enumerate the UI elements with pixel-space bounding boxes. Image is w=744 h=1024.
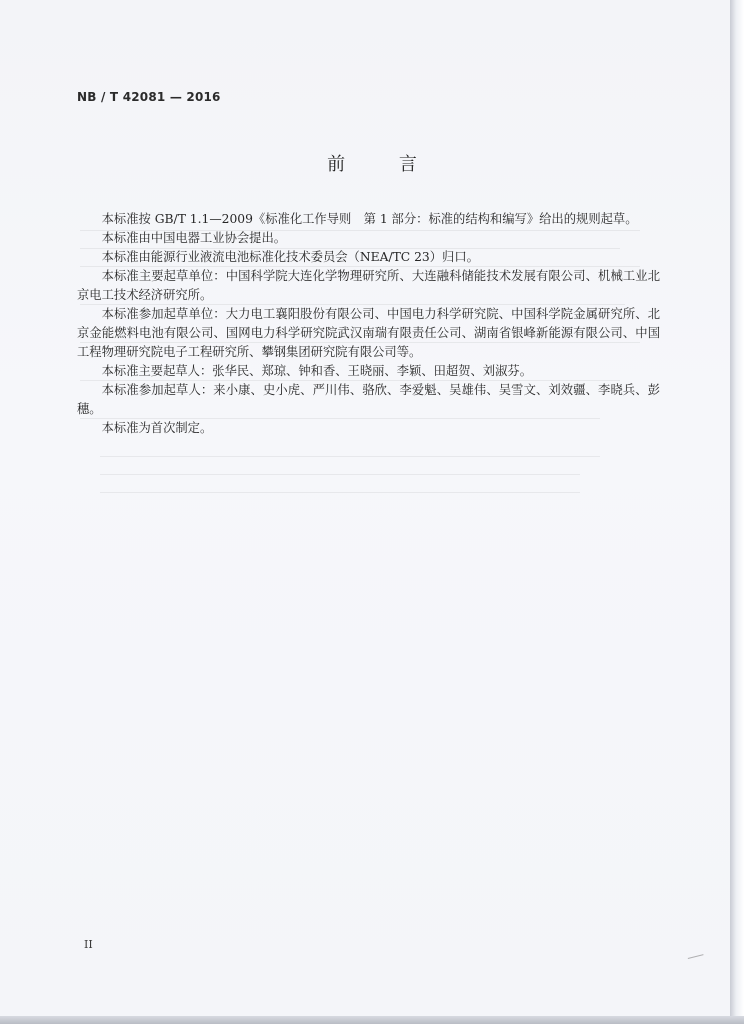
page-bottom-edge	[0, 1016, 744, 1024]
paragraph-drafting-rules: 本标准按 GB/T 1.1—2009《标准化工作导则 第 1 部分：标准的结构和编写》给出的规则起草。	[101, 212, 638, 226]
paragraph-first-edition: 本标准为首次制定。	[101, 421, 213, 435]
paragraph-proposed-by: 本标准由中国电器工业协会提出。	[101, 231, 287, 245]
paragraph-participating-units: 本标准参加起草单位：大力电工襄阳股份有限公司、中国电力科学研究院、中国科学院金属研究所、北京金能燃料电池有限公司、国网电力科学研究院武汉南瑞有限责任公司、湖南省银峰新能源有限公司、中国工程物理研究院电子工程研究所、攀钢集团研究院有限公司等。	[77, 307, 660, 359]
page-number: II	[84, 938, 93, 951]
paragraph-centralized-by: 本标准由能源行业液流电池标准化技术委员会（NEA/TC 23）归口。	[101, 250, 479, 264]
foreword-body	[77, 210, 660, 438]
section-title: 前 言	[327, 154, 441, 175]
paragraph-main-drafting-units: 本标准主要起草单位：中国科学院大连化学物理研究所、大连融科储能技术发展有限公司、机械工业北京电工技术经济研究所。	[77, 269, 660, 302]
paragraph-main-drafters: 本标准主要起草人：张华民、郑琼、钟和香、王晓丽、李颖、田超贺、刘淑芬。	[101, 364, 532, 378]
standard-code: NB / T 42081 — 2016	[77, 90, 221, 104]
paragraph-participating-drafters: 本标准参加起草人：来小康、史小虎、严川伟、骆欣、李爱魁、吴雄伟、吴雪文、刘效疆、李晓兵、彭穗。	[77, 383, 660, 416]
